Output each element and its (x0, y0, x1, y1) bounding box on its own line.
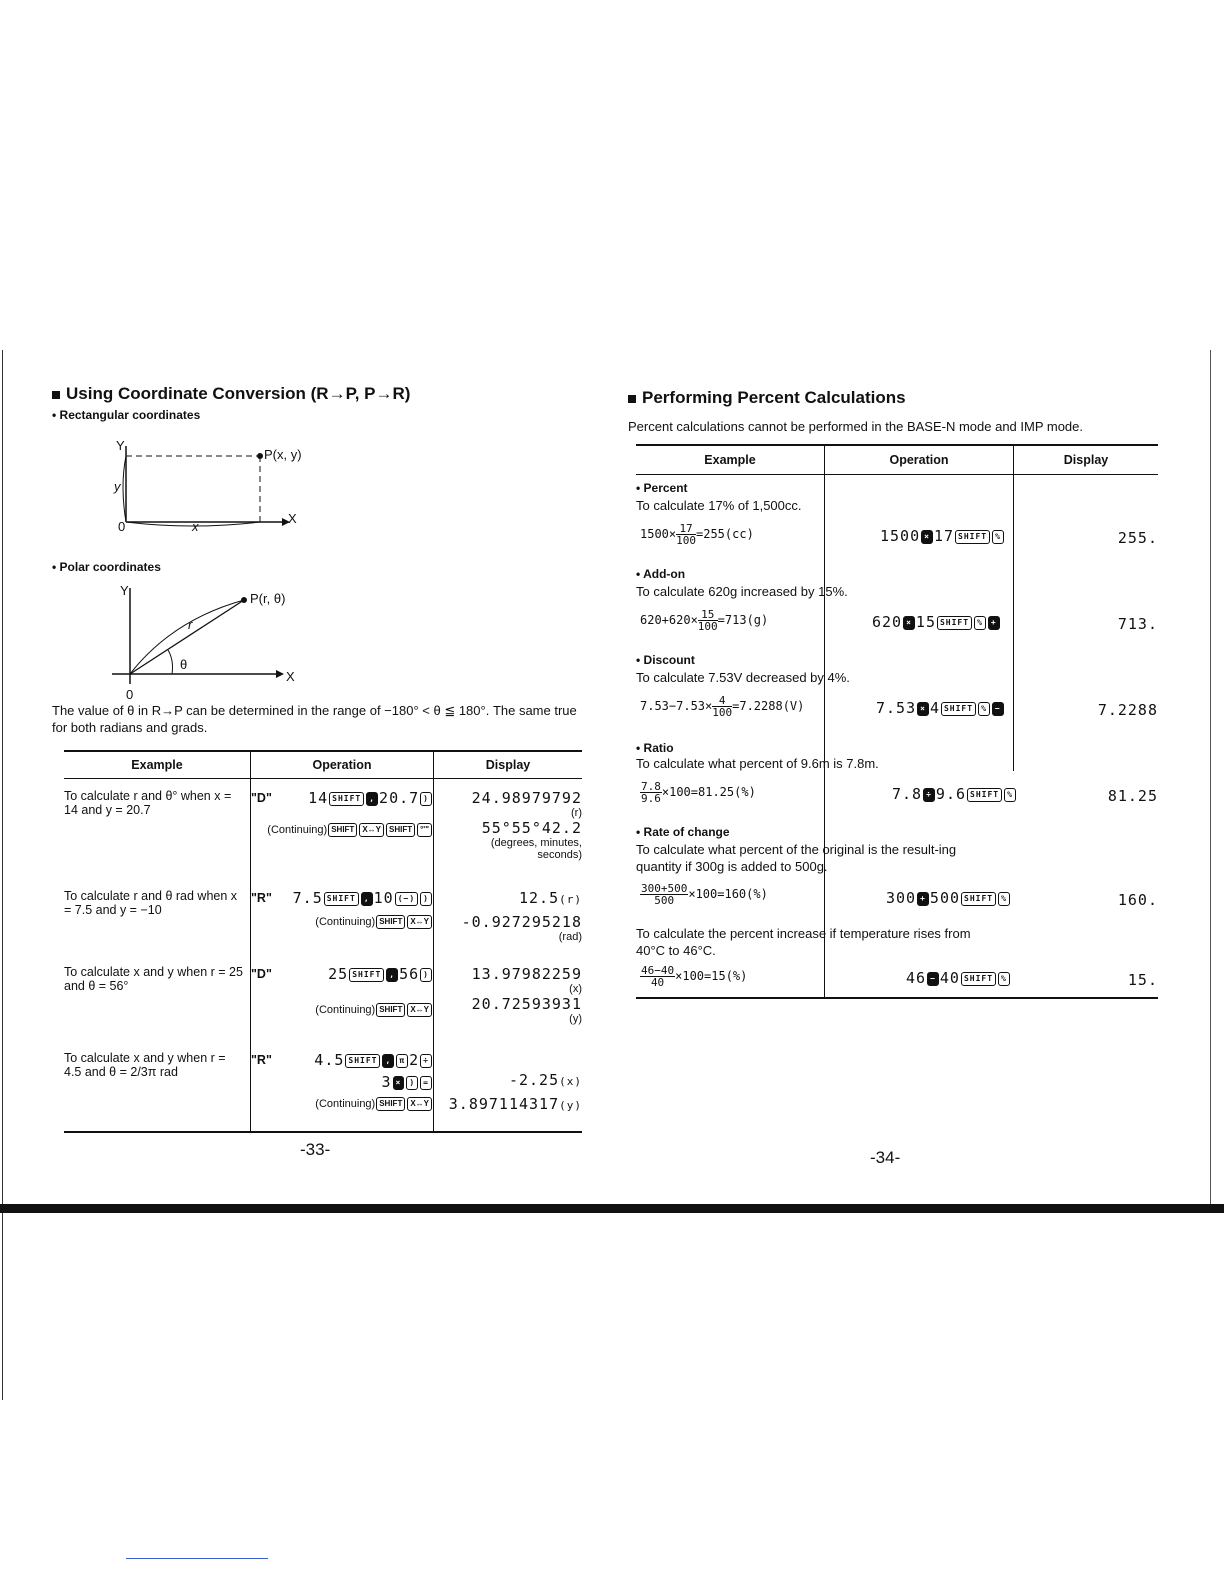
fraction-num: 15 (698, 609, 718, 621)
shift-key: SHIFT (376, 915, 405, 929)
op-value: 46 (906, 969, 927, 987)
operation-keys (880, 527, 1005, 545)
formula-a: 1500× (640, 527, 677, 541)
display-cell (434, 885, 583, 961)
formula-a: 7.53−7.53× (640, 699, 713, 713)
percent-table (636, 444, 1158, 999)
fraction-num: 300+500 (641, 882, 688, 895)
operation-keys (876, 699, 1005, 717)
display-note: (degrees, minutes, seconds) (490, 837, 582, 861)
rect-point-label: P(x, y) (264, 447, 302, 462)
display-note: (y) (569, 1013, 582, 1025)
fraction-num: 4 (712, 695, 732, 707)
operation-keys (906, 969, 1011, 987)
section-desc: To calculate the percent increase if temperature rises from 40°C to 46°C. (636, 926, 971, 958)
section-desc: To calculate 17% of 1,500cc. (636, 498, 802, 513)
mode-label: "D" (251, 967, 272, 981)
display-value: 12.5 (519, 889, 560, 907)
formula (640, 609, 768, 632)
op-value-c: 3 (381, 1073, 392, 1091)
table-row (64, 885, 582, 961)
plus-key: + (917, 892, 929, 906)
fraction-num: 46−40 (641, 964, 675, 977)
footnote-line (126, 1558, 268, 1559)
shift-key: SHIFT (961, 972, 996, 986)
shift-key: SHIFT (955, 530, 990, 544)
formula (640, 695, 804, 718)
header-display: Display (485, 758, 531, 772)
minus-key: − (927, 972, 939, 986)
header-operation: Operation (251, 752, 434, 779)
shift-key: SHIFT (386, 823, 415, 837)
shift-key: SHIFT (328, 823, 357, 837)
times-key: × (921, 530, 933, 544)
xy-key: X↔Y (359, 823, 384, 837)
operation-keys (886, 889, 1011, 907)
continuing-label: (Continuing) (267, 823, 328, 836)
example-cell: To calculate r and θ° when x = 14 and y = 20.7 (64, 779, 251, 886)
times-key: × (393, 1076, 405, 1090)
shift-key: SHIFT (349, 968, 384, 982)
polar-theta-label: θ (180, 657, 188, 672)
op-value-b: 10 (373, 889, 394, 907)
continuing-label: (Continuing) (315, 915, 376, 928)
section-head: • Discount (636, 653, 695, 667)
display-unit: (x) (559, 1075, 582, 1088)
polar-origin-label: 0 (126, 687, 134, 702)
times-key: × (903, 616, 915, 630)
op-value: 300 (886, 889, 917, 907)
formula (640, 883, 768, 906)
display-value: 24.98979792 (471, 789, 582, 807)
header-display: Display (1063, 453, 1109, 467)
op-value: 7.5 (292, 889, 323, 907)
rect-y-axis-label: Y (116, 438, 125, 453)
mode-label: "R" (251, 891, 272, 905)
example-cell: To calculate x and y when r = 25 and θ = 56° (64, 961, 251, 1047)
point-p (257, 453, 263, 459)
right-page (628, 388, 1158, 1028)
shift-key: SHIFT (329, 792, 364, 806)
divide-key: ÷ (923, 788, 935, 802)
xy-key: X↔Y (407, 1097, 432, 1111)
display-value: 160. (1117, 891, 1158, 909)
percent-table-header (636, 446, 1158, 475)
section-head: • Ratio (636, 741, 674, 755)
op-value: 1500 (880, 527, 921, 545)
percent-table-body (636, 475, 1158, 997)
neg-key: (−) (395, 892, 418, 906)
shift-key: SHIFT (345, 1054, 380, 1068)
operation-cell (251, 779, 434, 886)
formula-a: 620+620× (640, 613, 698, 627)
op-value: 620 (872, 613, 903, 631)
display-value-2: 3.897114317 (448, 1095, 560, 1113)
display-cell (434, 961, 583, 1047)
fraction-den: 500 (654, 894, 675, 907)
shift-key: SHIFT (941, 702, 976, 716)
display-value-2: 20.72593931 (471, 995, 582, 1013)
right-section-title: Performing Percent Calculations (628, 388, 906, 408)
formula-b: =255(cc) (696, 527, 754, 541)
polar-x-arrow (276, 670, 284, 678)
percent-key: % (992, 530, 1004, 544)
display-value-2: 55°55°42.2 (481, 819, 582, 837)
column-divider (1013, 475, 1014, 771)
table-row (64, 961, 582, 1047)
page-number-left: -33- (300, 1140, 331, 1159)
op-value: 7.53 (876, 699, 917, 717)
op-value-b: 15 (915, 613, 936, 631)
shift-key: SHIFT (961, 892, 996, 906)
fraction-num: 7.8 (641, 780, 661, 793)
fraction-den: 9.6 (641, 792, 661, 805)
formula-b: ×100=81.25(%) (661, 785, 756, 799)
theta-range-note: The value of θ in R→P can be determined in the range of −180° < θ ≦ 180°. The same true for both radians and grads. (52, 703, 577, 735)
continuing-label: (Continuing) (315, 1003, 376, 1016)
theta-arc (168, 650, 173, 674)
rectangular-coordinates-diagram (112, 436, 372, 536)
pi-key: π (396, 1054, 408, 1068)
shift-key: SHIFT (324, 892, 359, 906)
display-value: 13.97982259 (471, 965, 582, 983)
shift-key: SHIFT (967, 788, 1002, 802)
fraction-den: 100 (676, 534, 696, 547)
mode-label: "D" (251, 791, 272, 805)
formula (640, 965, 747, 988)
section-desc: To calculate what percent of 9.6m is 7.8m. (636, 756, 879, 771)
op-value: 7.8 (892, 785, 923, 803)
section-desc: To calculate 620g increased by 15%. (636, 584, 848, 599)
comma-key: , (361, 892, 373, 906)
op-value-b: 40 (939, 969, 960, 987)
operation-keys (892, 785, 1017, 803)
polar-r-label: r (188, 617, 193, 632)
display-value: -2.25 (508, 1071, 560, 1089)
op-value-b: 17 (933, 527, 955, 545)
table-header-row (64, 752, 582, 779)
fraction-den: 100 (697, 620, 718, 633)
divide-key: ÷ (420, 1054, 432, 1068)
continuing-label: (Continuing) (315, 1097, 376, 1110)
formula-b: ×100=160(%) (688, 887, 768, 901)
rect-origin-label: 0 (118, 519, 126, 534)
operation-cell (251, 961, 434, 1047)
section-head: • Rate of change (636, 825, 730, 839)
display-value: 15. (1127, 971, 1158, 989)
times-key: × (917, 702, 929, 716)
display-unit: (x) (569, 983, 582, 995)
xy-key: X↔Y (407, 915, 432, 929)
comma-key: , (382, 1054, 394, 1068)
display-unit: (r) (571, 807, 582, 819)
op-value-b: 20.7 (379, 789, 420, 807)
display-unit: (r) (559, 893, 582, 906)
minus-key: − (992, 702, 1004, 716)
left-border-line (2, 350, 3, 1400)
comma-key: , (386, 968, 398, 982)
rect-coordinates-label: • Rectangular coordinates (52, 408, 201, 422)
example-cell: To calculate r and θ rad when x = 7.5 and y = −10 (64, 885, 251, 961)
rect-x-axis-label: X (288, 511, 297, 526)
polar-coordinates-diagram (112, 580, 372, 690)
op-value: 4.5 (314, 1051, 345, 1069)
header-example: Example (636, 446, 825, 474)
header-example: Example (64, 752, 251, 779)
bottom-black-rule (0, 1204, 1224, 1213)
formula-b: =713(g) (717, 613, 769, 627)
shift-key: SHIFT (937, 616, 972, 630)
fraction-den: 100 (712, 706, 733, 719)
plus-key: + (988, 616, 1000, 630)
display-value: 255. (1117, 529, 1158, 547)
bullet-square-icon (628, 395, 636, 403)
coordinate-table (64, 750, 582, 1133)
left-section-title: Using Coordinate Conversion (R→P, P→R) (52, 384, 410, 404)
display-value: 713. (1117, 615, 1158, 633)
rect-y-label: y (114, 479, 121, 494)
display-cell (434, 1047, 583, 1131)
formula-b: ×100=15(%) (675, 969, 748, 983)
display-cell (434, 779, 583, 886)
polar-point (241, 597, 247, 603)
header-operation: Operation (825, 446, 1014, 474)
display-value: 81.25 (1107, 787, 1158, 805)
fraction-den: 40 (650, 976, 665, 989)
table-row (64, 779, 582, 886)
dms-key: °'" (417, 823, 432, 837)
polar-y-axis-label: Y (120, 583, 129, 598)
close-key: ) (420, 968, 432, 982)
close-key: ) (420, 892, 432, 906)
formula (640, 781, 756, 804)
op-value: 25 (328, 965, 349, 983)
operation-keys (872, 613, 1001, 631)
op-value-b: 2 (409, 1051, 420, 1069)
op-value-b: 9.6 (935, 785, 967, 803)
operation-cell (251, 1047, 434, 1131)
shift-key: SHIFT (376, 1003, 405, 1017)
polar-x-axis-label: X (286, 669, 295, 684)
left-page (52, 380, 592, 1113)
percent-key: % (978, 702, 990, 716)
comma-key: , (366, 792, 378, 806)
shift-key: SHIFT (376, 1097, 405, 1111)
op-value-b: 500 (929, 889, 961, 907)
op-value: 14 (308, 789, 329, 807)
page-number-right: -34- (870, 1148, 901, 1167)
formula (640, 523, 754, 546)
fraction-num: 17 (676, 523, 696, 535)
display-note: (rad) (558, 931, 582, 943)
polar-point-label: P(r, θ) (250, 591, 286, 606)
polar-coordinates-label: • Polar coordinates (52, 560, 161, 574)
equals-key: = (420, 1076, 432, 1090)
section-desc: To calculate what percent of the original is the result-ing quantity if 300g is added to 500g. (636, 842, 957, 874)
section-head: • Percent (636, 481, 688, 495)
coordinate-table-grid (64, 752, 582, 1131)
op-value-b: 56 (399, 965, 420, 983)
formula-b: =7.2288(V) (732, 699, 805, 713)
right-border-line (1210, 350, 1211, 1210)
percent-note: Percent calculations cannot be performed in the BASE-N mode and IMP mode. (628, 419, 1084, 434)
mode-label: "R" (251, 1053, 272, 1067)
operation-cell (251, 885, 434, 961)
close-key: ) (420, 792, 432, 806)
example-cell: To calculate x and y when r = 4.5 and θ = 2/3π rad (64, 1047, 251, 1131)
column-divider (824, 475, 825, 997)
percent-key: % (998, 892, 1010, 906)
rect-x-label: x (192, 519, 199, 534)
bullet-square-icon (52, 391, 60, 399)
display-value: 7.2288 (1097, 701, 1158, 719)
percent-key: % (998, 972, 1010, 986)
table-row (64, 1047, 582, 1131)
display-note: (y) (559, 1099, 582, 1112)
section-head: • Add-on (636, 567, 686, 581)
section-desc: To calculate 7.53V decreased by 4%. (636, 670, 850, 685)
close-key: ) (406, 1076, 418, 1090)
percent-key: % (1004, 788, 1016, 802)
xy-key: X↔Y (407, 1003, 432, 1017)
percent-key: % (974, 616, 986, 630)
display-value-2: -0.927295218 (461, 913, 582, 931)
op-value-b: 4 (929, 699, 940, 717)
